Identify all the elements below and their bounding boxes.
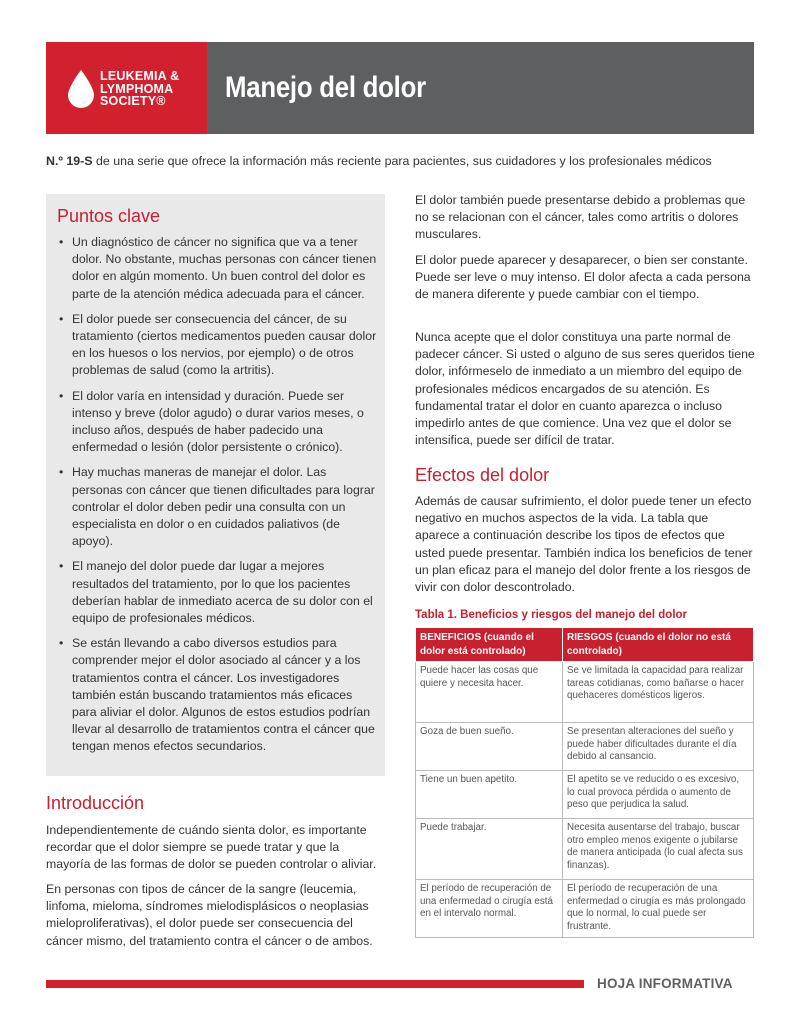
table-row (416, 662, 754, 723)
list-item: • Un diagnóstico de cáncer no significa que va a tener dolor. No obstante, muchas personas con cáncer tienen dolor en algún momento. Un buen control del dolor es parte de la atención médica adecuada para el cáncer. (57, 234, 377, 303)
body-paragraph: Nunca acepte que el dolor constituya una parte normal de padecer cáncer. Si usted o alguno de sus seres queridos tiene dolor, infórmeselo de inmediato a un miembro del equipo de profesionales médicos encargados de su atención. Es fundamental tratar el dolor en cuanto aparezca o incluso impedirlo antes de que comience. Una vez que el dolor se intensifica, puede ser difícil de tratar. (415, 330, 755, 448)
table-cell: Se presentan alteraciones del sueño y puede haber dificultades durante el día debido al cansancio. (563, 723, 754, 771)
table-title: Tabla 1. Beneficios y riesgos del manejo del dolor (415, 609, 688, 621)
logo-line: LEUKEMIA & (100, 69, 180, 83)
table-cell: Necesita ausentarse del trabajo, buscar otro empleo menos exigente o jubilarse de manera anticipada (lo cual afecta sus finanzas). (563, 819, 754, 880)
table-row (416, 723, 754, 771)
table-cell: Se ve limitada la capacidad para realizar tareas cotidianas, como bañarse o hacer quehaceres domésticos ligeros. (563, 662, 754, 723)
table-header-row (416, 628, 754, 662)
table-row (416, 771, 754, 819)
list-item: • El manejo del dolor puede dar lugar a mejores resultados del tratamiento, por lo que los pacientes deberían hablar de inmediato acerca de su dolor con el equipo de profesionales médicos. (57, 558, 377, 627)
intro-paragraph: Independientemente de cuándo sienta dolor, es importante recordar que el dolor siempre se puede tratar y que la mayoría de las formas de dolor se pueden controlar o aliviar. (46, 823, 377, 872)
key-points-box (46, 194, 385, 776)
column-header: RIESGOS (cuando el dolor no está controlado) (563, 628, 754, 662)
logo-line: LYMPHOMA (100, 81, 174, 96)
series-description: de una serie que ofrece la información más reciente para pacientes, sus cuidadores y los profesionales médicos (92, 154, 712, 168)
footer-label: HOJA INFORMATIVA (597, 976, 733, 991)
page-header (46, 42, 754, 134)
table-cell: El período de recuperación de una enfermedad o cirugía está en el intervalo normal. (416, 880, 563, 938)
list-item: • El dolor puede ser consecuencia del cáncer, de su tratamiento (ciertos medicamentos pueden causar dolor en los huesos o los nervios, por ejemplo) o de otros problemas de salud (como la artritis). (57, 311, 377, 380)
effects-paragraph: Además de causar sufrimiento, el dolor puede tener un efecto negativo en muchos aspectos de la vida. La tabla que aparece a continuación describe los tipos de efectos que usted puede presentar. También indica los beneficios de tener un plan eficaz para el manejo del dolor frente a los riesgos de vivir con dolor descontrolado. (415, 494, 753, 595)
footer-bar (46, 980, 584, 988)
table-cell: Tiene un buen apetito. (416, 771, 563, 819)
series-subtitle (46, 154, 712, 168)
table-row (416, 819, 754, 880)
key-points-heading: Puntos clave (57, 206, 161, 226)
series-number: N.º 19-S (46, 154, 93, 168)
list-item: • Se están llevando a cabo diversos estudios para comprender mejor el dolor asociado al cáncer y a los tratamientos contra el cáncer. Los investigadores también están buscando tratamientos más eficaces para aliviar el dolor. Algunos de estos estudios podrían llevar al desarrollo de tratamientos contra el cáncer que tengan menos efectos secundarios. (57, 635, 377, 755)
intro-heading: Introducción (46, 793, 145, 813)
page-title: Manejo del dolor (225, 71, 426, 104)
table-cell: El período de recuperación de una enfermedad o cirugía es más prolongado que lo normal, lo cual puede ser frustrante. (563, 880, 754, 938)
list-item: • Hay muchas maneras de manejar el dolor. Las personas con cáncer que tienen dificultades para lograr controlar el dolor deben pedir una consulta con un especialista en dolor o en cuidados paliativos (de apoyo). (57, 464, 377, 550)
table-cell: Puede hacer las cosas que quiere y necesita hacer. (416, 662, 563, 723)
effects-heading: Efectos del dolor (415, 465, 550, 485)
body-paragraph: El dolor puede aparecer y desaparecer, o bien ser constante. Puede ser leve o muy intenso. El dolor afecta a cada persona de manera diferente y puede cambiar con el tiempo. (415, 253, 751, 302)
column-header: BENEFICIOS (cuando el dolor está controlado) (416, 628, 563, 662)
body-paragraph: El dolor también puede presentarse debido a problemas que no se relacionan con el cáncer, tales como artritis o dolores musculares. (415, 193, 746, 242)
benefits-risks-table (415, 627, 754, 938)
table-cell: Puede trabajar. (416, 819, 563, 880)
logo-line: SOCIETY® (100, 94, 166, 108)
key-points-list (57, 234, 377, 764)
table-cell: Goza de buen sueño. (416, 723, 563, 771)
logo-text (100, 70, 179, 108)
title-bar (207, 42, 754, 134)
blood-drop-icon (68, 70, 94, 108)
intro-paragraph: En personas con tipos de cáncer de la sangre (leucemia, linfoma, mieloma, síndromes mielodisplásicos o neoplasias mieloproliferativas), el dolor puede ser consecuencia del cáncer mismo, del tratamiento contra el cáncer o de ambos. (46, 882, 373, 948)
table-row (416, 880, 754, 938)
list-item: • El dolor varía en intensidad y duración. Puede ser intenso y breve (dolor agudo) o durar varios meses, o incluso años, después de haber padecido una enfermedad o lesión (dolor persistente o crónico). (57, 388, 377, 457)
table-cell: El apetito se ve reducido o es excesivo, lo cual provoca pérdida o aumento de peso que perjudica la salud. (563, 771, 754, 819)
lls-logo (46, 42, 207, 134)
